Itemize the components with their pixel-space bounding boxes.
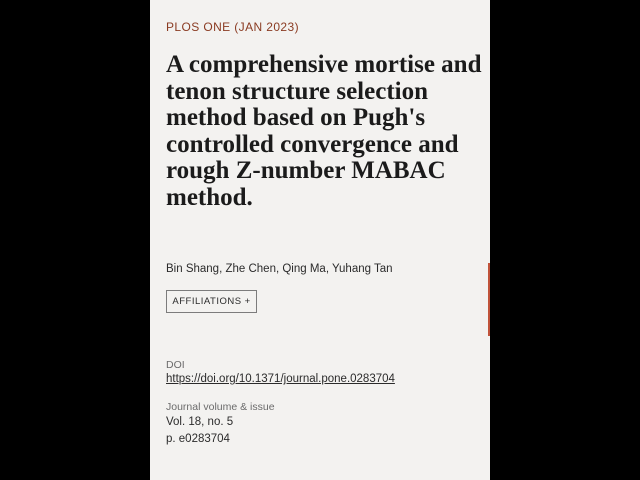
article-card	[150, 0, 490, 480]
page-number: p. e0283704	[166, 433, 230, 445]
journal-label: PLOS ONE (JAN 2023)	[166, 20, 299, 34]
plus-icon: +	[244, 296, 251, 307]
affiliations-label: AFFILIATIONS	[172, 296, 242, 307]
page-edge-marker	[488, 263, 490, 336]
doi-link[interactable]: https://doi.org/10.1371/journal.pone.0283704	[166, 373, 395, 385]
doi-label: DOI	[166, 359, 185, 371]
volume-issue-label: Journal volume & issue	[166, 401, 275, 413]
author-list: Bin Shang, Zhe Chen, Qing Ma, Yuhang Tan	[166, 263, 393, 275]
volume-value: Vol. 18, no. 5	[166, 416, 234, 428]
affiliations-button[interactable]	[166, 290, 257, 313]
article-title: A comprehensive mortise and tenon structure selection method based on Pugh's controlled convergence and rough Z-number MABAC method.	[166, 51, 482, 211]
